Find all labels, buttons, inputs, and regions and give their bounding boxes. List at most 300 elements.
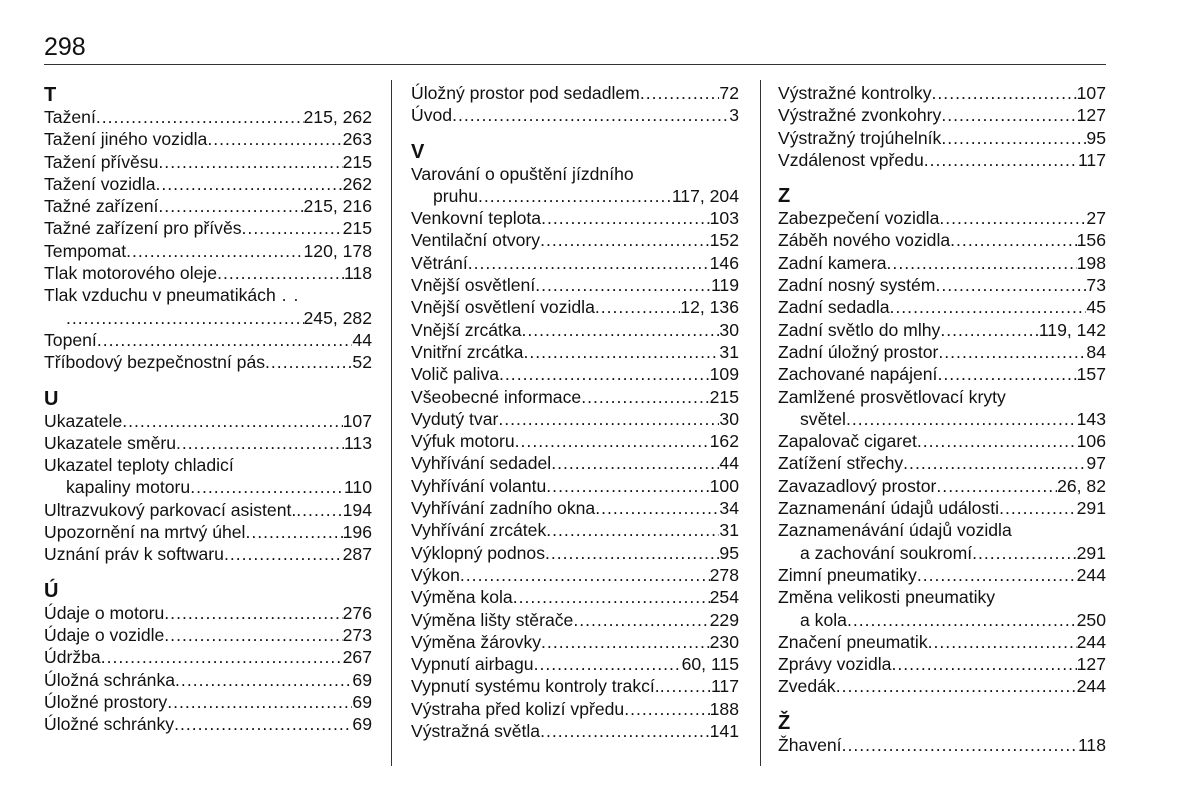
dot-leader <box>522 319 720 341</box>
index-entry-continuation: světel <box>800 408 846 429</box>
dot-leader <box>903 452 1086 474</box>
dot-leader <box>96 106 304 128</box>
index-entry-term: Tříbodový bezpečnostní pás <box>44 352 266 373</box>
index-entry-term: Úvod <box>411 105 453 126</box>
index-entry-term: Tažení přívěsu <box>44 151 159 172</box>
index-entry-term: Tažné zařízení pro přívěs <box>44 218 242 239</box>
index-entry <box>778 296 1106 318</box>
index-entry-pages: 103 <box>709 208 739 229</box>
section-letter: U <box>44 387 59 410</box>
index-entry <box>44 217 372 239</box>
index-entry <box>778 408 1106 430</box>
index-entry-term: Zamlžené prosvětlovací kryty <box>778 386 1006 407</box>
dot-leader <box>999 497 1077 519</box>
index-entry-term: Žhavení <box>778 734 842 755</box>
index-entry-pages: 146 <box>709 252 739 273</box>
index-entry <box>44 173 372 195</box>
index-entry-pages: 276 <box>342 602 372 623</box>
dot-leader <box>890 296 1087 318</box>
index-entry-pages: 52 <box>352 352 372 373</box>
section-letter: Ú <box>44 579 59 602</box>
index-entry <box>778 609 1106 631</box>
dot-leader <box>535 274 711 296</box>
index-entry <box>44 432 372 454</box>
index-entry-term: Výstražná světla <box>411 721 541 742</box>
index-column-3 <box>778 82 1106 756</box>
index-entry-pages: 117 <box>710 676 739 697</box>
index-entry-continuation: a zachování soukromí <box>800 542 973 563</box>
dot-leader <box>452 104 729 126</box>
dot-leader <box>581 386 709 408</box>
index-entry-term: Tažení <box>44 107 96 127</box>
index-entry <box>411 452 739 474</box>
index-entry <box>778 149 1106 171</box>
index-entry <box>411 631 739 653</box>
index-entry-pages: 45 <box>1086 297 1106 318</box>
dot-leader <box>546 519 719 541</box>
index-entry <box>778 363 1106 385</box>
index-entry <box>411 720 739 742</box>
dot-leader <box>224 543 343 565</box>
dot-leader <box>156 173 343 195</box>
dot-leader <box>928 631 1077 653</box>
dot-leader <box>175 669 352 691</box>
dot-leader <box>546 475 709 497</box>
index-entry-pages: 127 <box>1076 105 1106 126</box>
dot-leader <box>174 713 352 735</box>
index-entry-pages: 263 <box>342 129 372 150</box>
index-entry-pages: 107 <box>342 410 372 431</box>
index-entry-term: Zadní světlo do mlhy <box>778 319 941 340</box>
dot-leader <box>624 698 709 720</box>
index-entry-pages: 196 <box>342 522 372 543</box>
index-entry-pages: 107 <box>1076 83 1106 103</box>
index-entry-term: Ultrazvukový parkovací asistent. <box>44 499 297 520</box>
index-entry-term: Tažení vozidla <box>44 173 156 194</box>
dot-leader <box>242 217 343 239</box>
index-entry-term: Ukazatele <box>44 410 123 431</box>
dot-leader <box>940 319 1038 341</box>
dot-leader <box>126 240 303 262</box>
index-entry-pages: 215 <box>342 218 372 239</box>
index-entry-term: Vnitřní zrcátka <box>411 341 524 362</box>
dot-leader <box>950 229 1076 251</box>
index-entry-term: Zaznamenání údajů události <box>778 498 1000 519</box>
index-entry-pages: 95 <box>1086 127 1106 148</box>
dot-leader <box>164 602 342 624</box>
index-entry-pages: 26, 82 <box>1057 475 1106 496</box>
index-entry-term: Zavazadlový prostor <box>778 475 937 496</box>
index-entry-term: Úložný prostor pod sedadlem <box>411 83 640 103</box>
index-entry <box>411 430 739 452</box>
index-entry-pages: 157 <box>1076 364 1106 385</box>
index-entry-term: Uznání práv k softwaru <box>44 544 224 565</box>
index-entry-term: Vypnutí airbagu <box>411 654 534 675</box>
index-entry-term: Údržba <box>44 647 101 668</box>
index-entry-pages: 119, 142 <box>1038 319 1106 340</box>
index-entry-term: Vzdálenost vpředu <box>778 149 924 170</box>
dot-leader <box>498 408 719 430</box>
index-entry <box>44 624 372 646</box>
index-entry-term: Volič paliva <box>411 364 500 385</box>
dot-leader <box>265 351 352 373</box>
dot-leader <box>468 252 710 274</box>
index-entry <box>44 521 372 543</box>
index-entry <box>411 564 739 586</box>
index-entry-term: Výstraha před kolizí vpředu <box>411 698 625 719</box>
index-entry <box>778 675 1106 697</box>
index-entry <box>411 229 739 251</box>
index-entry-pages: 31 <box>719 520 739 541</box>
dot-leader <box>595 296 680 318</box>
index-entry <box>778 542 1106 564</box>
index-entry <box>411 609 739 631</box>
index-entry-pages: 198 <box>1076 252 1106 273</box>
column-divider <box>391 80 392 766</box>
dot-leader <box>540 720 710 742</box>
dot-leader <box>158 151 342 173</box>
index-column-2 <box>411 82 739 742</box>
index-entry-term: Zaznamenávání údajů vozidla <box>778 520 1012 541</box>
index-entry-pages: 287 <box>342 544 372 565</box>
index-entry-pages: 69 <box>352 714 372 735</box>
index-entry-pages: 100 <box>709 475 739 496</box>
dot-leader <box>101 646 343 668</box>
dot-leader <box>545 542 719 564</box>
index-entry-pages: 244 <box>1076 564 1106 585</box>
dot-leader <box>478 185 672 207</box>
index-entry-term: Vnější zrcátka <box>411 319 522 340</box>
section-letter: T <box>44 84 57 106</box>
index-entry-pages: 12, 136 <box>680 297 739 318</box>
index-entry-term: Zadní nosný systém <box>778 275 936 296</box>
index-entry-term: Vyhřívání sedadel <box>411 453 552 474</box>
index-entry-pages: 31 <box>719 341 739 362</box>
index-entry <box>44 543 372 565</box>
index-entry-pages: 215 <box>709 386 739 407</box>
dot-leader <box>164 624 342 646</box>
index-entry-pages: 106 <box>1076 431 1106 452</box>
index-entry-term: Venkovní teplota <box>411 208 542 229</box>
index-entry <box>411 207 739 229</box>
dot-leader <box>167 691 352 713</box>
index-entry <box>411 185 739 207</box>
index-entry <box>411 252 739 274</box>
index-entry-term: Vnější osvětlení <box>411 275 536 296</box>
index-entry <box>778 82 1106 104</box>
index-entry-pages: 188 <box>709 698 739 719</box>
index-entry-term: Úložné schránky <box>44 714 175 735</box>
index-entry <box>411 274 739 296</box>
index-entry <box>778 452 1106 474</box>
index-entry <box>778 653 1106 675</box>
index-entry-term: Tlak vzduchu v pneumatikách . . <box>44 285 300 306</box>
dot-leader <box>296 499 342 521</box>
index-entry-pages: 278 <box>709 564 739 585</box>
index-entry-term: Výklopný podnos <box>411 542 545 563</box>
dot-leader <box>190 476 344 498</box>
index-entry-term: Úložná schránka <box>44 669 176 690</box>
index-entry-term: Zadní úložný prostor <box>778 341 939 362</box>
index-entry-term: Všeobecné informace <box>411 386 582 407</box>
index-entry <box>44 151 372 173</box>
index-entry-pages: 262 <box>342 173 372 194</box>
index-entry-pages: 254 <box>709 587 739 608</box>
dot-leader <box>660 675 711 697</box>
dot-leader <box>541 631 710 653</box>
dot-leader <box>887 252 1077 274</box>
index-entry-term: Zimní pneumatiky <box>778 564 917 585</box>
index-entry-pages: 119 <box>710 275 739 296</box>
index-entry <box>44 646 372 668</box>
index-entry-term: Záběh nového vozidla <box>778 230 951 251</box>
dot-leader <box>917 430 1077 452</box>
index-entry-pages: 118 <box>343 263 372 284</box>
index-entry-pages: 267 <box>342 647 372 668</box>
index-entry-term: Změna velikosti pneumatiky <box>778 587 996 608</box>
dot-leader <box>217 262 344 284</box>
index-entry <box>44 307 372 329</box>
dot-leader <box>972 542 1077 564</box>
index-entry <box>778 497 1106 519</box>
index-entry-pages: 143 <box>1076 408 1106 429</box>
index-entry-term: Tlak motorového oleje <box>44 263 218 284</box>
index-entry-pages: 27 <box>1086 208 1106 229</box>
index-entry-pages: 156 <box>1076 230 1106 251</box>
index-entry <box>411 386 739 408</box>
index-entry-term: Zatížení střechy <box>778 453 904 474</box>
index-entry-pages: 230 <box>709 631 739 652</box>
dot-leader <box>523 341 719 363</box>
dot-leader <box>935 274 1086 296</box>
index-entry-pages: 95 <box>719 542 739 563</box>
index-entry <box>411 82 739 104</box>
index-entry-pages: 69 <box>352 691 372 712</box>
index-entry-continuation: pruhu <box>433 185 478 206</box>
dot-leader <box>66 307 304 329</box>
index-entry <box>44 128 372 150</box>
dot-leader <box>551 452 719 474</box>
index-entry <box>411 586 739 608</box>
index-entry <box>411 497 739 519</box>
index-entry-pages: 229 <box>709 609 739 630</box>
index-entry-pages: 30 <box>719 319 739 340</box>
section-letter: V <box>411 140 425 163</box>
index-entry <box>411 653 739 675</box>
index-entry-trail: . . <box>275 285 300 306</box>
dot-leader <box>917 564 1077 586</box>
dot-leader <box>207 128 342 150</box>
index-entry-pages: 215, 216 <box>303 196 372 217</box>
dot-leader <box>932 82 1077 104</box>
dot-leader <box>245 521 342 543</box>
header-rule <box>44 64 1106 65</box>
dot-leader <box>122 410 342 432</box>
index-entry-pages: 110 <box>343 477 372 498</box>
index-entry-pages: 109 <box>709 364 739 385</box>
index-entry <box>44 240 372 262</box>
index-entry <box>44 351 372 373</box>
dot-leader <box>460 564 710 586</box>
index-entry-term: Zabezpečení vozidla <box>778 208 940 229</box>
index-entry-pages: 194 <box>342 499 372 520</box>
index-entry-pages: 72 <box>719 83 739 103</box>
index-entry <box>44 691 372 713</box>
index-entry-term: Upozornění na mrtvý úhel <box>44 522 246 543</box>
index-entry-pages: 127 <box>1076 654 1106 675</box>
dot-leader <box>515 430 710 452</box>
section-letter: Z <box>778 185 791 208</box>
index-entry <box>411 519 739 541</box>
index-entry <box>778 319 1106 341</box>
index-entry-term: Výkon <box>411 564 460 585</box>
index-entry <box>778 430 1106 452</box>
index-entry <box>411 675 739 697</box>
index-entry-term: Vnější osvětlení vozidla <box>411 297 595 318</box>
dot-leader <box>937 363 1076 385</box>
index-entry-term: Zprávy vozidla <box>778 654 892 675</box>
index-entry-term: Výfuk motoru <box>411 431 515 452</box>
index-entry <box>44 410 372 432</box>
index-entry-term: Úložné prostory <box>44 691 168 712</box>
index-entry <box>778 274 1106 296</box>
index-entry-pages: 34 <box>719 498 739 519</box>
page-number: 298 <box>44 33 86 61</box>
index-entry <box>411 363 739 385</box>
index-entry <box>411 475 739 497</box>
index-entry-pages: 250 <box>1076 609 1106 630</box>
index-entry-term: Tažné zařízení <box>44 196 159 217</box>
index-entry-pages: 113 <box>343 432 372 453</box>
index-entry <box>44 106 372 128</box>
dot-leader <box>513 586 710 608</box>
index-entry-term: Údaje o motoru <box>44 602 165 623</box>
index-entry-pages: 244 <box>1076 631 1106 652</box>
index-entry-term: Vyhřívání volantu <box>411 475 547 496</box>
dot-leader <box>595 497 719 519</box>
index-entry <box>778 734 1106 756</box>
index-entry-term: Zachované napájení <box>778 364 938 385</box>
index-entry <box>778 229 1106 251</box>
index-entry-term: Zadní kamera <box>778 252 887 273</box>
index-entry <box>44 262 372 284</box>
index-entry <box>44 195 372 217</box>
index-entry <box>44 476 372 498</box>
index-entry-term: Zvedák <box>778 676 836 697</box>
index-entry <box>44 713 372 735</box>
index-entry-pages: 244 <box>1076 676 1106 697</box>
index-entry-pages: 84 <box>1086 341 1106 362</box>
index-entry-term: Zadní sedadla <box>778 297 890 318</box>
dot-leader <box>836 675 1077 697</box>
index-entry-pages: 69 <box>352 669 372 690</box>
dot-leader <box>97 329 353 351</box>
index-entry-pages: 291 <box>1076 542 1106 563</box>
index-column-1 <box>44 82 372 735</box>
index-entry <box>411 104 739 126</box>
index-entry-pages: 291 <box>1076 498 1106 519</box>
index-entry <box>778 564 1106 586</box>
dot-leader <box>847 609 1077 631</box>
index-entry-term: Výstražné zvonkohry <box>778 105 942 126</box>
index-entry <box>411 408 739 430</box>
dot-leader <box>941 104 1076 126</box>
section-letter: Ž <box>778 711 791 734</box>
dot-leader <box>924 149 1078 171</box>
index-entry-term: Větrání <box>411 252 468 273</box>
index-entry <box>44 602 372 624</box>
dot-leader <box>541 207 710 229</box>
dot-leader <box>640 82 720 104</box>
index-entry-term: Vyhřívání zadního okna <box>411 498 596 519</box>
index-entry <box>778 631 1106 653</box>
dot-leader <box>939 207 1086 229</box>
index-entry-term: Ventilační otvory <box>411 230 541 251</box>
index-entry-pages: 120, 178 <box>303 240 372 261</box>
dot-leader <box>573 609 709 631</box>
index-entry-pages: 117 <box>1077 149 1106 170</box>
index-entry-pages: 152 <box>709 230 739 251</box>
index-entry-pages: 118 <box>1077 734 1106 755</box>
index-entry-pages: 97 <box>1086 453 1106 474</box>
column-divider <box>760 80 761 766</box>
dot-leader <box>936 475 1057 497</box>
dot-leader <box>891 653 1076 675</box>
index-entry-pages: 141 <box>709 721 739 742</box>
dot-leader <box>846 408 1077 430</box>
index-entry <box>778 252 1106 274</box>
index-entry-term: Značení pneumatik <box>778 631 928 652</box>
index-entry-term: Výstražné kontrolky <box>778 83 932 103</box>
index-entry-pages: 245, 282 <box>303 307 372 328</box>
index-entry-pages: 44 <box>352 329 372 350</box>
index-entry-term: Výměna žárovky <box>411 631 542 652</box>
index-entry-pages: 73 <box>1086 275 1106 296</box>
index-entry <box>411 341 739 363</box>
index-entry-pages: 215, 262 <box>303 107 372 127</box>
index-entry-pages: 3 <box>729 105 739 126</box>
index-entry-term: Vydutý tvar <box>411 408 499 429</box>
dot-leader <box>540 229 710 251</box>
dot-leader <box>499 363 710 385</box>
index-entry-pages: 273 <box>342 624 372 645</box>
index-entry <box>44 499 372 521</box>
index-entry <box>778 341 1106 363</box>
dot-leader <box>938 341 1086 363</box>
index-entry <box>778 104 1106 126</box>
index-entry <box>44 669 372 691</box>
index-entry-term: Tempomat <box>44 240 127 261</box>
index-entry-term: Vyhřívání zrcátek <box>411 520 547 541</box>
index-entry <box>44 329 372 351</box>
index-entry-pages: 215 <box>342 151 372 172</box>
index-entry-pages: 44 <box>719 453 739 474</box>
index-entry-pages: 162 <box>709 431 739 452</box>
index-entry-term: Údaje o vozidle <box>44 624 165 645</box>
index-entry <box>411 542 739 564</box>
index-entry-term: Ukazatele směru <box>44 432 177 453</box>
index-entry <box>778 127 1106 149</box>
index-entry-term: Topení <box>44 329 97 350</box>
index-entry-term: Varování o opuštění jízdního <box>411 163 634 184</box>
dot-leader <box>941 127 1086 149</box>
index-entry-pages: 30 <box>719 408 739 429</box>
index-entry-term: Ukazatel teploty chladicí <box>44 455 234 476</box>
index-entry <box>778 475 1106 497</box>
index-entry-term: Zapalovač cigaret <box>778 431 917 452</box>
index-entry-term: Vypnutí systému kontroly trakcí. <box>411 676 660 697</box>
index-entry <box>411 698 739 720</box>
